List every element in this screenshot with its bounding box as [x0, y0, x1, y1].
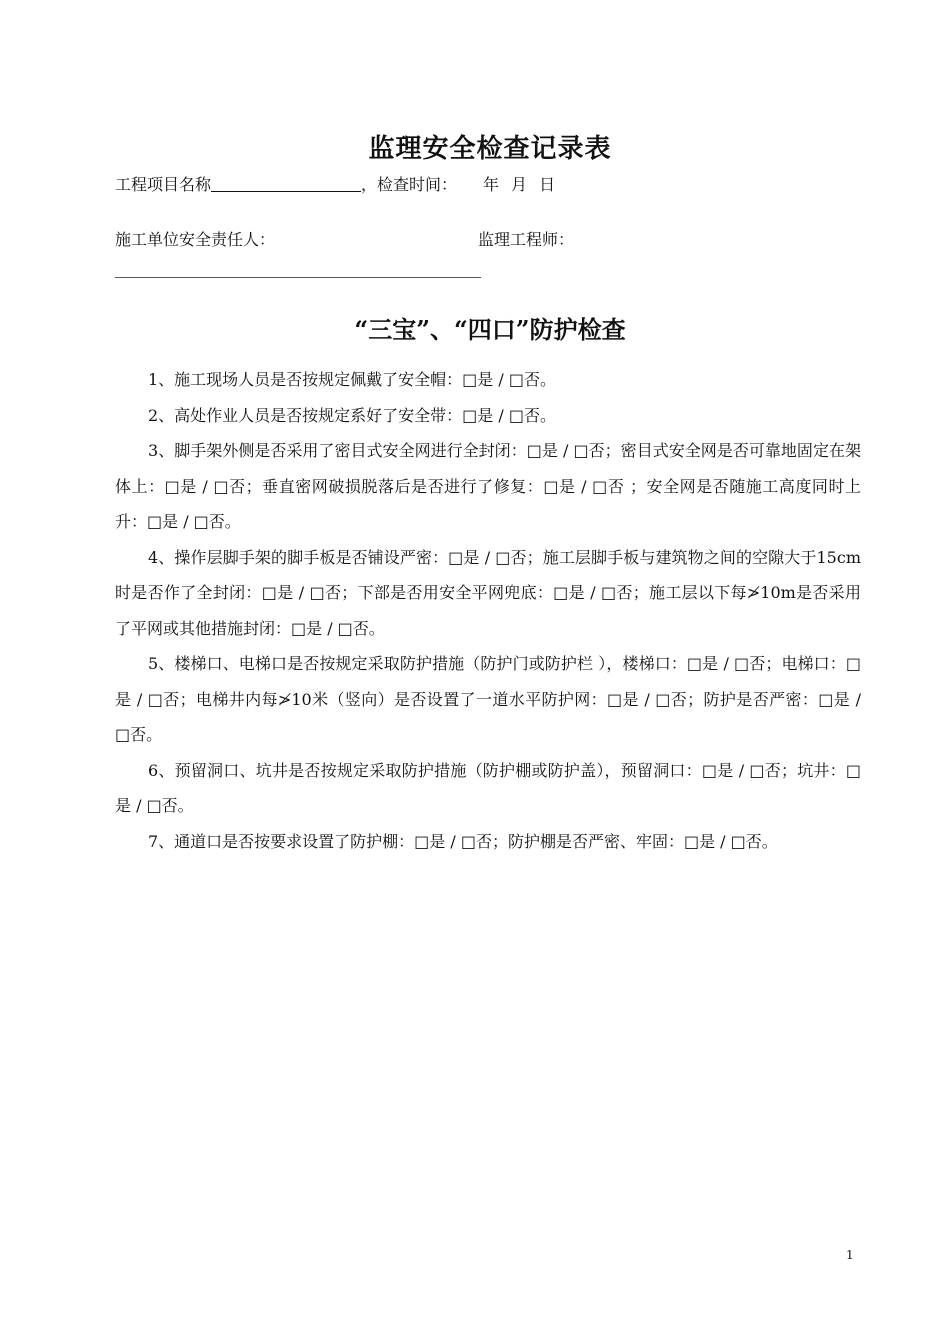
- check-item-1: 1、施工现场人员是否按规定佩戴了安全帽：□是 / □否。: [148, 370, 556, 389]
- check-item-7: 7、通道口是否按要求设置了防护棚：□是 / □否；防护棚是否严密、牢固：□是 / □否。: [148, 831, 778, 851]
- page-number: 1: [846, 1248, 854, 1262]
- check-item-5: 5、楼梯口、电梯口是否按规定采取防护措施（防护门或防护栏 ），楼梯口：□是 / □否；电梯口：□是 / □否；电梯井内每≯10米（竖向）是否设置了一道水平防护网：□是 / □否；防护是否严密：□是 / □否。: [115, 654, 861, 744]
- project-name-blank: [211, 175, 361, 192]
- check-item-2: 2、高处作业人员是否按规定系好了安全带：□是 / □否。: [148, 405, 556, 425]
- date-day: 日: [539, 175, 556, 194]
- section-title: “三宝”、“四口”防护检查: [354, 315, 626, 344]
- contractor-responsible-label: 施工单位安全责任人：: [115, 230, 276, 249]
- date-month: 月: [511, 175, 528, 194]
- check-time-label: ，检查时间：: [361, 175, 458, 194]
- check-item-4: 4、操作层脚手架的脚手板是否铺设严密：□是 / □否；施工层脚手板与建筑物之间的空隙大于15cm时是否作了全封闭：□是 / □否；下部是否用安全平网兜底：□是 / □否；施工层以下每≯10m是否采用了平网或其他措施封闭：□是 / □否。: [115, 547, 861, 638]
- project-info-row: [115, 172, 555, 195]
- supervisor-label: 监理工程师：: [478, 230, 575, 249]
- check-item-6: 6、预留洞口、坑井是否按规定采取防护措施（防护棚或防护盖），预留洞口：□是 / □否；坑井：□是 / □否。: [115, 760, 861, 815]
- project-name-label: 工程项目名称: [115, 175, 212, 194]
- header-divider: [115, 277, 481, 278]
- check-item-3: 3、脚手架外侧是否采用了密目式安全网进行全封闭：□是 / □否；密目式安全网是否可靠地固定在架体上：□是 / □否；垂直密网破损脱落后是否进行了修复：□是 / □否 ；安全网是否随施工高度同时上升：□是 / □否。: [115, 441, 861, 531]
- date-year: 年: [483, 175, 500, 194]
- check-date: [457, 175, 555, 194]
- page-title: 监理安全检查记录表: [368, 134, 612, 164]
- check-items-list: [115, 362, 861, 859]
